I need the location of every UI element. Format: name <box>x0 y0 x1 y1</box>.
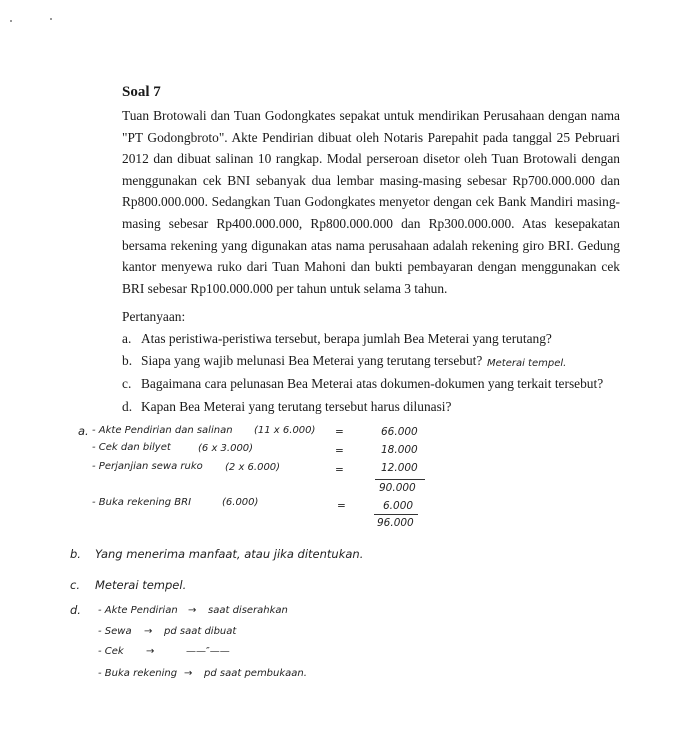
paragraph-line: Rp800.000.000. Sedangkan Tuan Godongkates menyetor dengan cek Bank Mandiri masing- <box>122 194 620 210</box>
question-d-text: Kapan Bea Meterai yang terutang tersebut harus dilunasi? <box>141 399 452 414</box>
question-a-text: Atas peristiwa-peristiwa tersebut, berapa jumlah Bea Meterai yang terutang? <box>141 331 552 346</box>
scan-speck <box>50 18 52 20</box>
answer-c-letter: c. <box>70 578 80 592</box>
question-a-letter: a. <box>122 331 132 346</box>
scan-speck <box>10 20 12 22</box>
answer-a-extra-calc: (6.000) <box>222 497 259 508</box>
answer-a-row-label: - Akte Pendirian dan salinan <box>92 425 233 436</box>
answer-d-letter: d. <box>70 603 81 617</box>
answer-a-row-label: - Perjanjian sewa ruko <box>92 461 203 472</box>
paragraph-line: bersama rekening yang digunakan atas nama perusahaan adalah rekening giro BRI. Gedung <box>122 237 620 253</box>
answer-a-letter: a. <box>78 424 89 438</box>
question-b-letter: b. <box>122 353 133 368</box>
answer-a-row-amount: 18.000 <box>381 444 418 456</box>
paragraph-line: masing sebesar Rp400.000.000, Rp800.000.000 dan Rp300.000.000. Atas kesepakatan <box>122 215 620 231</box>
question-b-handwritten-note: Meterai tempel. <box>487 358 567 369</box>
arrow-right-icon: → <box>144 626 153 637</box>
answer-a-row-amount: 66.000 <box>381 426 418 438</box>
question-c-text: Bagaimana cara pelunasan Bea Meterai atas dokumen-dokumen yang terkait tersebut? <box>141 376 604 391</box>
answer-a-total: 96.000 <box>377 517 414 529</box>
paragraph-line: kantor menyewa ruko dari Tuan Mahoni dan bukti pembayaran dengan menggunakan cek <box>122 259 620 275</box>
answer-d-item-text: pd saat pembukaan. <box>204 668 307 679</box>
answer-a-extra-amount: 6.000 <box>383 500 414 512</box>
answer-a-subtotal: 90.000 <box>379 482 416 494</box>
paragraph-line: 2012 dan dibuat salinan 10 rangkap. Modal perseroan disetor oleh Tuan Brotowali dengan <box>122 151 620 167</box>
answer-d-item-text: ——″—— <box>186 646 230 657</box>
answer-a-row-calc: (2 x 6.000) <box>225 462 281 473</box>
paragraph-line: BRI sebesar Rp100.000.000 per tahun untuk selama 3 tahun. <box>122 280 448 296</box>
paragraph-line: menggunakan cek BNI sebanyak dua lembar masing-masing sebesar Rp700.000.000 dan <box>122 172 620 188</box>
question-c-letter: c. <box>122 376 132 391</box>
answer-a-extra-label: - Buka rekening BRI <box>92 497 192 508</box>
question-heading: Pertanyaan: <box>122 309 186 324</box>
answer-a-row-calc: (11 x 6.000) <box>254 425 316 436</box>
total-rule <box>374 514 418 515</box>
answer-a-row-equals: = <box>335 464 344 476</box>
arrow-right-icon: → <box>146 646 155 657</box>
answer-d-item-label: - Akte Pendirian <box>98 605 178 616</box>
question-b-text: Siapa yang wajib melunasi Bea Meterai yang terutang tersebut? <box>141 353 483 368</box>
problem-paragraph <box>122 105 620 299</box>
answer-a-row-equals: = <box>335 445 344 457</box>
answer-d-item-label: - Cek <box>98 646 124 657</box>
answer-b-letter: b. <box>70 547 81 561</box>
paragraph-line: "PT Godongbroto". Akte Pendirian dibuat oleh Notaris Parepahit pada tanggal 25 Pebruari <box>122 129 620 145</box>
answer-a-row-calc: (6 x 3.000) <box>198 443 254 454</box>
answer-d-item-label: - Sewa <box>98 626 132 637</box>
problem-title: Soal 7 <box>122 84 161 100</box>
answer-a-row-equals: = <box>335 426 344 438</box>
answer-b-text: Yang menerima manfaat, atau jika ditentukan. <box>95 547 364 561</box>
answer-d-item-label: - Buka rekening <box>98 668 178 679</box>
answer-d-item-text: pd saat dibuat <box>164 626 237 637</box>
answer-a-row-label: - Cek dan bilyet <box>92 442 171 453</box>
arrow-right-icon: → <box>188 605 197 616</box>
subtotal-rule <box>375 479 425 480</box>
arrow-right-icon: → <box>184 668 193 679</box>
answer-d-item-text: saat diserahkan <box>208 605 288 616</box>
question-d-letter: d. <box>122 399 133 414</box>
answer-c-text: Meterai tempel. <box>95 578 187 592</box>
answer-a-extra-equals: = <box>337 500 346 512</box>
answer-a-row-amount: 12.000 <box>381 462 418 474</box>
paragraph-line: Tuan Brotowali dan Tuan Godongkates sepakat untuk mendirikan Perusahaan dengan nama <box>122 108 620 123</box>
